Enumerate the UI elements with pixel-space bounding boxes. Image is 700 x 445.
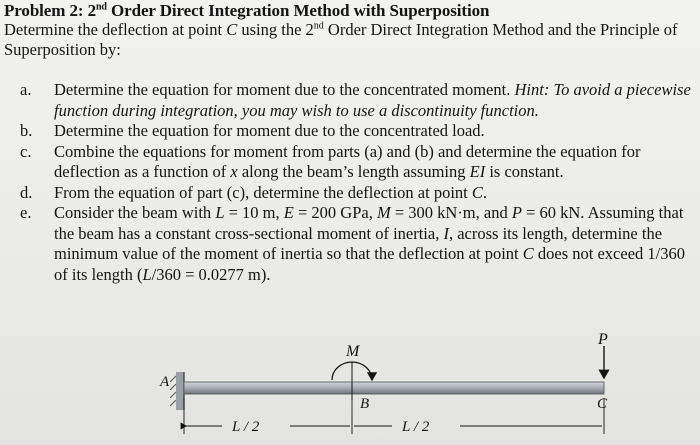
task-label: a. bbox=[20, 80, 32, 99]
dimension-right-label: L / 2 bbox=[402, 419, 430, 435]
task-item-d bbox=[20, 183, 696, 204]
intro-text-b: using the 2 bbox=[237, 20, 314, 39]
task-d-text-a: From the equation of part (c), determine the deflection at point bbox=[54, 182, 472, 202]
var-c: C bbox=[471, 182, 483, 202]
val-m: = 300 kN·m, and bbox=[390, 203, 512, 222]
problem-intro bbox=[4, 20, 696, 60]
title-rest: Order Direct Integration Method with Superposition bbox=[106, 1, 490, 20]
load-label: P bbox=[598, 331, 608, 348]
task-label: c. bbox=[20, 141, 32, 161]
var-ei: EI bbox=[469, 162, 486, 181]
val-p: = 60 kN. Assuming that the beam has a constant cross-sectional moment of inertia, bbox=[54, 203, 684, 243]
dimension-left-label: L / 2 bbox=[232, 419, 260, 435]
intro-text-a: Determine the deflection at point bbox=[4, 20, 227, 39]
fixed-support-wall bbox=[170, 372, 184, 410]
problem-title bbox=[4, 1, 489, 21]
task-item-a bbox=[20, 80, 696, 121]
moment-label: M bbox=[346, 343, 360, 360]
intro-superscript: nd bbox=[313, 20, 324, 32]
task-a-hint: Hint: To avoid a piecewise function during integration, you may wish to use a discontinuity function. bbox=[54, 80, 691, 120]
task-list bbox=[20, 80, 696, 285]
task-e-text-d: /360 = 0.0277 m). bbox=[151, 264, 271, 284]
beam bbox=[184, 382, 604, 394]
task-c-text-b: along the beam’s length assuming bbox=[237, 162, 470, 181]
var-x: x bbox=[230, 162, 238, 181]
task-e-text-b: , across its length, determine the minimum value of the moment of inertia so that the deflection at point bbox=[54, 223, 663, 263]
task-label: b. bbox=[20, 121, 33, 140]
point-c-label: C bbox=[597, 396, 608, 412]
point-b-label: B bbox=[360, 396, 370, 412]
task-label: d. bbox=[20, 182, 33, 202]
task-e-text-a: Consider the beam with bbox=[54, 203, 216, 222]
task-label: e. bbox=[20, 203, 32, 222]
intro-point-c: C bbox=[226, 20, 238, 39]
title-prefix: Problem 2: 2 bbox=[4, 1, 96, 20]
task-text bbox=[54, 80, 696, 121]
intro-text-c: Order Direct Integration Method and the Principle of Superposition by: bbox=[4, 20, 678, 59]
task-c-text-c: is constant. bbox=[485, 162, 564, 181]
task-b-text: Determine the equation for moment due to the concentrated load. bbox=[54, 121, 485, 140]
task-e-text-c: does not exceed 1/360 of its length ( bbox=[54, 244, 685, 284]
task-item-e bbox=[20, 203, 696, 285]
task-a-text: Determine the equation for moment due to the concentrated moment. bbox=[54, 80, 515, 99]
var-p: P bbox=[511, 203, 522, 222]
task-item-c bbox=[20, 142, 696, 183]
var-i: I bbox=[443, 223, 449, 243]
var-e: E bbox=[283, 203, 294, 222]
val-l: = 10 m, bbox=[224, 203, 284, 222]
val-e: = 200 GPa, bbox=[293, 203, 377, 222]
task-item-b bbox=[20, 121, 696, 142]
task-e-text bbox=[54, 203, 696, 285]
var-l: L bbox=[215, 203, 225, 222]
var-c-e: C bbox=[522, 244, 534, 263]
point-a-label: A bbox=[160, 374, 170, 390]
beam-diagram bbox=[0, 330, 700, 445]
task-c-text bbox=[54, 142, 696, 183]
task-d-text-b: . bbox=[482, 182, 487, 202]
var-l-2: L bbox=[142, 264, 152, 284]
title-superscript: nd bbox=[95, 1, 107, 13]
task-c-text-a: Combine the equations for moment from parts (a) and (b) and determine the equation for deflection as a function of bbox=[54, 141, 641, 181]
task-d-text bbox=[54, 183, 696, 204]
var-m: M bbox=[376, 203, 391, 222]
